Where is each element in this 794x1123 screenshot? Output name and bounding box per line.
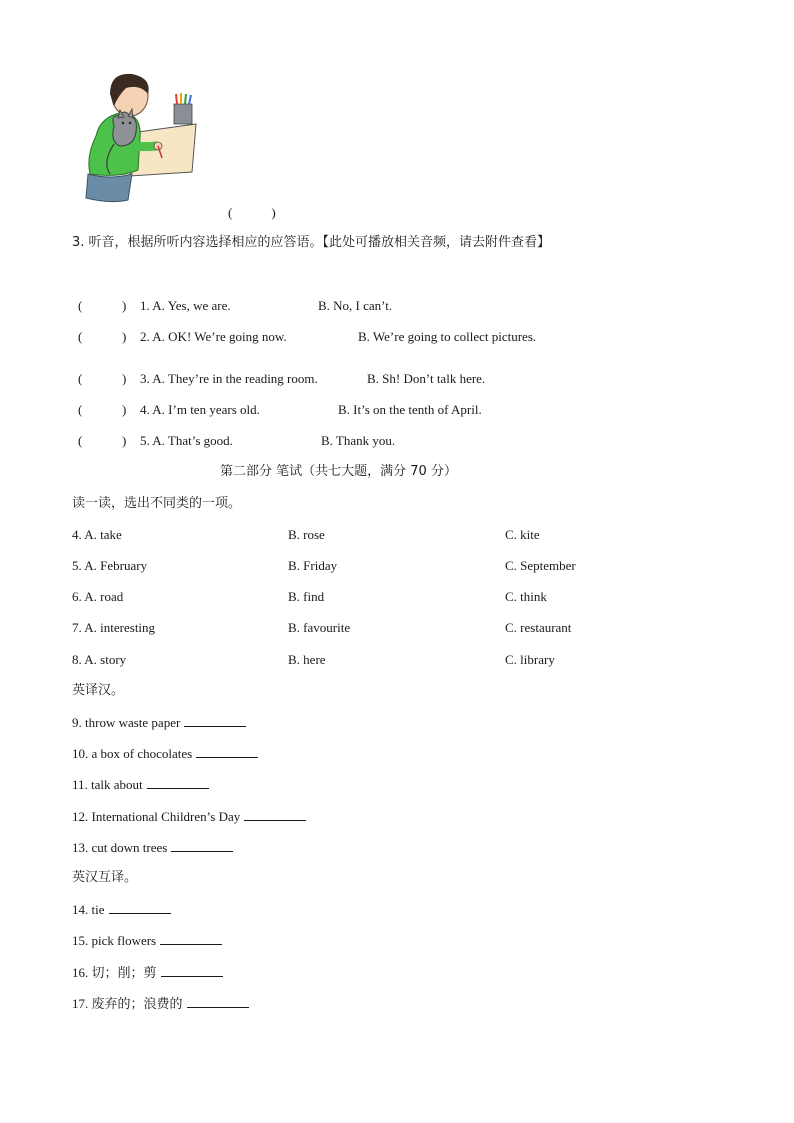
item-text: 9. throw waste paper — [72, 715, 181, 730]
choice-c: C. restaurant — [505, 620, 572, 635]
answer-paren-open[interactable]: ( — [78, 433, 83, 448]
option-b: B. We’re going to collect pictures. — [358, 329, 537, 344]
answer-paren-close: ) — [122, 298, 127, 313]
item-text: 10. a box of chocolates — [72, 746, 193, 761]
translation-item — [72, 932, 222, 949]
item-text: 11. talk about — [72, 777, 143, 792]
choice-c: C. September — [505, 558, 576, 573]
option-a: 1. A. Yes, we are. — [140, 298, 231, 313]
translation-item — [72, 745, 258, 762]
translation-item — [72, 839, 233, 856]
part2-title: 第二部分 笔试（共七大题，满分 70 分） — [220, 464, 457, 479]
answer-paren-open[interactable]: ( — [78, 298, 83, 313]
translation-item — [72, 776, 209, 793]
choice-a: 4. A. take — [72, 527, 122, 542]
q3-instruction: 3. 听音，根据所听内容选择相应的应答语。【此处可播放相关音频，请去附件查看】 — [72, 235, 551, 250]
answer-blank[interactable] — [147, 776, 209, 789]
option-b: B. No, I can’t. — [318, 298, 393, 313]
translation-item — [72, 714, 246, 731]
choice-b: B. Friday — [288, 558, 338, 573]
answer-blank[interactable] — [161, 964, 223, 977]
option-a: 5. A. That’s good. — [140, 433, 233, 448]
choice-b: B. here — [288, 652, 326, 667]
answer-blank[interactable] — [196, 745, 258, 758]
answer-blank[interactable] — [160, 932, 222, 945]
translation-item — [72, 964, 223, 981]
en-to-cn-instruction: 英译汉。 — [72, 683, 125, 698]
choice-c: C. library — [505, 652, 555, 667]
choice-a: 5. A. February — [72, 558, 148, 573]
choice-c: C. think — [505, 589, 547, 604]
option-a: 2. A. OK! We’re going now. — [140, 329, 287, 344]
choice-a: 8. A. story — [72, 652, 127, 667]
boy-drawing-illustration — [80, 66, 204, 212]
answer-paren-close: ) — [122, 329, 127, 344]
mutual-instruction: 英汉互译。 — [72, 870, 138, 885]
answer-blank[interactable] — [244, 808, 306, 821]
picture-answer-bracket: ( ) — [228, 205, 276, 220]
translation-item — [72, 995, 249, 1012]
choice-b: B. favourite — [288, 620, 351, 635]
item-text: 12. International Children’s Day — [72, 809, 241, 824]
option-a: 3. A. They’re in the reading room. — [140, 371, 318, 386]
answer-blank[interactable] — [184, 714, 246, 727]
item-text: 16. 切；削；剪 — [72, 965, 157, 980]
item-text: 13. cut down trees — [72, 840, 168, 855]
answer-paren-close: ) — [122, 402, 127, 417]
translation-item — [72, 901, 171, 918]
option-b: B. It’s on the tenth of April. — [338, 402, 482, 417]
item-text: 14. tie — [72, 902, 105, 917]
option-b: B. Sh! Don’t talk here. — [367, 371, 486, 386]
answer-blank[interactable] — [109, 901, 171, 914]
choice-c: C. kite — [505, 527, 540, 542]
odd-one-out-instruction: 读一读，选出不同类的一项。 — [72, 496, 242, 511]
choice-b: B. find — [288, 589, 325, 604]
answer-paren-open[interactable]: ( — [78, 402, 83, 417]
item-text: 17. 废弃的；浪费的 — [72, 996, 183, 1011]
answer-blank[interactable] — [187, 995, 249, 1008]
answer-paren-close: ) — [122, 371, 127, 386]
choice-b: B. rose — [288, 527, 325, 542]
item-text: 15. pick flowers — [72, 933, 157, 948]
choice-a: 7. A. interesting — [72, 620, 156, 635]
translation-item — [72, 808, 306, 825]
choice-a: 6. A. road — [72, 589, 124, 604]
option-a: 4. A. I’m ten years old. — [140, 402, 260, 417]
answer-paren-open[interactable]: ( — [78, 371, 83, 386]
answer-paren-open[interactable]: ( — [78, 329, 83, 344]
answer-paren-close: ) — [122, 433, 127, 448]
answer-blank[interactable] — [171, 839, 233, 852]
option-b: B. Thank you. — [321, 433, 396, 448]
